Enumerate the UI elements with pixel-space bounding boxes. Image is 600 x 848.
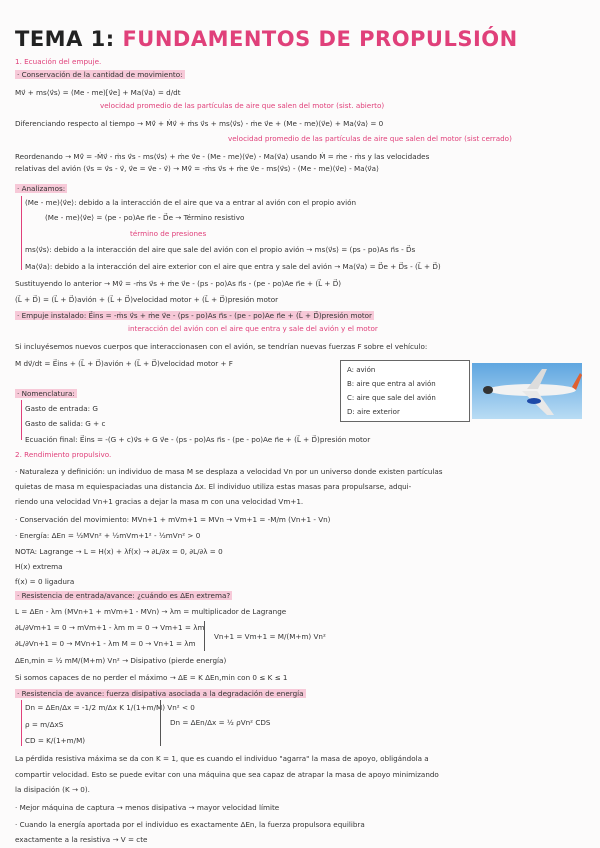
- analysis-line: (Me - me)⟨v⃗e⟩ = (pe - po)Ae n⃗e - D⃗e → Término resistivo: [45, 213, 245, 222]
- legend-item: A: avión: [347, 366, 376, 374]
- subheading: · Empuje instalado: E⃗ins = -ṁs v⃗s + ṁe v⃗e - (ps - po)As n⃗s - (pe - po)Ae n⃗e + (L⃗ + D⃗)presión motor: [17, 311, 373, 320]
- equation-line: CD = K/(1+m/M): [25, 736, 86, 745]
- nomenclature-item: Gasto de entrada: G: [25, 404, 98, 413]
- equation-line: · Energía: ΔEn = ½MVn² + ½mVm+1² - ½mVn² > 0: [15, 531, 201, 540]
- legend-item: C: aire que sale del avión: [347, 394, 436, 402]
- equation-line: Sustituyendo lo anterior → Mv̇⃗ = -ṁs v⃗s + ṁe v⃗e - (ps - po)As n⃗s - (pe - po)Ae n⃗e + (L⃗ + D⃗): [15, 279, 342, 288]
- analysis-line: Ma⟨v⃗a⟩: debido a la interacción del aire exterior con el aire que entra y sale del avión → Ma⟨v⃗a⟩ = D⃗e + D⃗s - (L⃗ + D⃗): [25, 262, 441, 271]
- note-line: NOTA: Lagrange → L = H(x) + λf(x) → ∂L/∂x = 0, ∂L/∂λ = 0: [15, 547, 223, 556]
- annotation-line: interacción del avión con el aire que entra y sale del avión y el motor: [128, 324, 378, 333]
- text-line: Si somos capaces de no perder el máximo → ΔE = K ΔEn,min con 0 ≤ K ≤ 1: [15, 673, 288, 682]
- text-line: quietas de masa m equiespaciadas una distancia Δx. El individuo utiliza estas masas para propulsarse, adqui-: [15, 482, 412, 491]
- bracket: [204, 621, 205, 651]
- section-heading: 1. Ecuación del empuje.: [15, 57, 102, 66]
- equation-line: (L⃗ + D⃗) = (L⃗ + D⃗)avión + (L⃗ + D⃗)velocidad motor + (L⃗ + D⃗)presión motor: [15, 295, 279, 304]
- text-line: Si incluyésemos nuevos cuerpos que interaccionasen con el avión, se tendrían nuevas fuerzas F sobre el vehículo:: [15, 342, 428, 351]
- title-prefix: TEMA 1:: [15, 27, 115, 51]
- legend-item: B: aire que entra al avión: [347, 380, 436, 388]
- text-line: · Naturaleza y definición: un individuo de masa M se desplaza a velocidad Vn por un universo donde existen partículas: [15, 467, 443, 476]
- page-title: [15, 27, 518, 51]
- bracket: [21, 196, 22, 270]
- equation-line: Dn = ΔEn/Δx = ½ ρVn² CDS: [170, 718, 271, 727]
- text-line: la disipación (K → 0).: [15, 785, 90, 794]
- text-line: compartir velocidad. Esto se puede evitar con una máquina que sea capaz de atrapar la masa de apoyo minimizando: [15, 770, 439, 779]
- legend-item: D: aire exterior: [347, 408, 400, 416]
- bracket: [21, 400, 22, 440]
- equation-line: Mv⃗ + ms⟨v⃗s⟩ = (Me - me)[v⃗e] + Ma⟨v⃗a⟩ = d/dt: [15, 88, 181, 97]
- equation-line: relativas del avión (v⃗s = v⃗s - v⃗, v⃗e = v⃗e - v⃗) → Mv̇⃗ = -ṁs v⃗s + ṁe v⃗e - ms⟨v⃗s⟩ - (Me - me)⟨v⃗e⟩ - Ma⟨v⃗a⟩: [15, 164, 379, 173]
- equation-line: Dn = ΔEn/Δx = -1/2 m/Δx K 1/(1+m/M) Vn² < 0: [25, 703, 195, 712]
- subheading: · Nomenclatura:: [17, 389, 75, 398]
- annotation-line: velocidad promedio de las partículas de aire que salen del motor (sist. abierto): [100, 101, 385, 110]
- equation-line: ∂L/∂Vm+1 = 0 → mVm+1 - λm m = 0 → Vm+1 = λm: [15, 623, 205, 632]
- text-line: exactamente a la resistiva → V = cte: [15, 835, 148, 844]
- bracket: [21, 700, 22, 746]
- text-line: riendo una velocidad Vn+1 gracias a dejar la masa m con una velocidad Vm+1.: [15, 497, 304, 506]
- equation-line: Vn+1 = Vm+1 = M/(M+m) Vn²: [214, 632, 326, 641]
- text-line: f(x) = 0 ligadura: [15, 577, 75, 586]
- subheading: · Resistencia de avance: fuerza disipativa asociada a la degradación de energía: [17, 689, 304, 698]
- subheading: · Resistencia de entrada/avance: ¿cuándo es ΔEn extrema?: [17, 591, 231, 600]
- annotation-line: término de presiones: [130, 229, 207, 238]
- equation-line: Diferenciando respecto al tiempo → Mv̇⃗ + Ṁv⃗ + ṁs v⃗s + ms⟨v⃗s⟩ - ṁe v⃗e + (Me - me)⟨v⃗e⟩ + Ma⟨v⃗a⟩ = 0: [15, 119, 384, 128]
- equation-line: ΔEn,min = ½ mM/(M+m) Vn² → Disipativo (pierde energía): [15, 656, 227, 665]
- equation-line: Reordenando → Mv̇⃗ = -Ṁv⃗ - ṁs v⃗s - ms⟨v⃗s⟩ + ṁe v⃗e - (Me - me)⟨v⃗e⟩ - Ma⟨v⃗a⟩ usando Ṁ = ṁe - ṁs y las velocidades: [15, 152, 430, 161]
- analysis-line: ms⟨v⃗s⟩: debido a la interacción del aire que sale del avión con el propio avión → ms⟨v⃗s⟩ = (ps - po)As n⃗s - D⃗s: [25, 245, 416, 254]
- annotation-line: velocidad promedio de las partículas de aire que salen del motor (sist cerrado): [228, 134, 512, 143]
- equation-line: ∂L/∂Vn+1 = 0 → MVn+1 - λm M = 0 → Vn+1 = λm: [15, 639, 196, 648]
- legend-box: [340, 360, 470, 422]
- text-line: La pérdida resistiva máxima se da con K = 1, que es cuando el individuo "agarra" la masa de apoyo, obligándola a: [15, 754, 429, 763]
- subheading: · Conservación de la cantidad de movimiento:: [17, 70, 183, 79]
- equation-line: M dv⃗/dt = E⃗ins + (L⃗ + D⃗)avión + (L⃗ + D⃗)velocidad motor + F: [15, 359, 233, 368]
- analysis-line: (Me - me)⟨v⃗e⟩: debido a la interacción de el aire que va a entrar al avión con el propio avión: [25, 198, 357, 207]
- subheading: · Analizamos:: [17, 184, 66, 193]
- text-line: H(x) extrema: [15, 562, 63, 571]
- text-line: · Cuando la energía aportada por el individuo es exactamente ΔEn, la fuerza propulsora equilibra: [15, 820, 365, 829]
- airplane-image: [472, 363, 582, 419]
- equation-line: · Conservación del movimiento: MVn+1 + mVm+1 = MVn → Vm+1 = -M/m (Vn+1 - Vn): [15, 515, 331, 524]
- nomenclature-item: Gasto de salida: G + c: [25, 419, 106, 428]
- title-main: FUNDAMENTOS DE PROPULSIÓN: [122, 27, 518, 51]
- equation-line: ρ = m/ΔxS: [25, 720, 64, 729]
- section-heading: 2. Rendimiento propulsivo.: [15, 450, 112, 459]
- nomenclature-item: Ecuación final: E⃗ins = -(G + c)v⃗s + G v⃗e - (ps - po)As n⃗s - (pe - po)Ae n⃗e + (L⃗ + D⃗)presión motor: [25, 435, 371, 444]
- equation-line: L = ΔEn - λm (MVn+1 + mVm+1 - MVn) → λm = multiplicador de Lagrange: [15, 607, 287, 616]
- text-line: · Mejor máquina de captura → menos disipativa → mayor velocidad límite: [15, 803, 280, 812]
- bracket: [160, 700, 161, 746]
